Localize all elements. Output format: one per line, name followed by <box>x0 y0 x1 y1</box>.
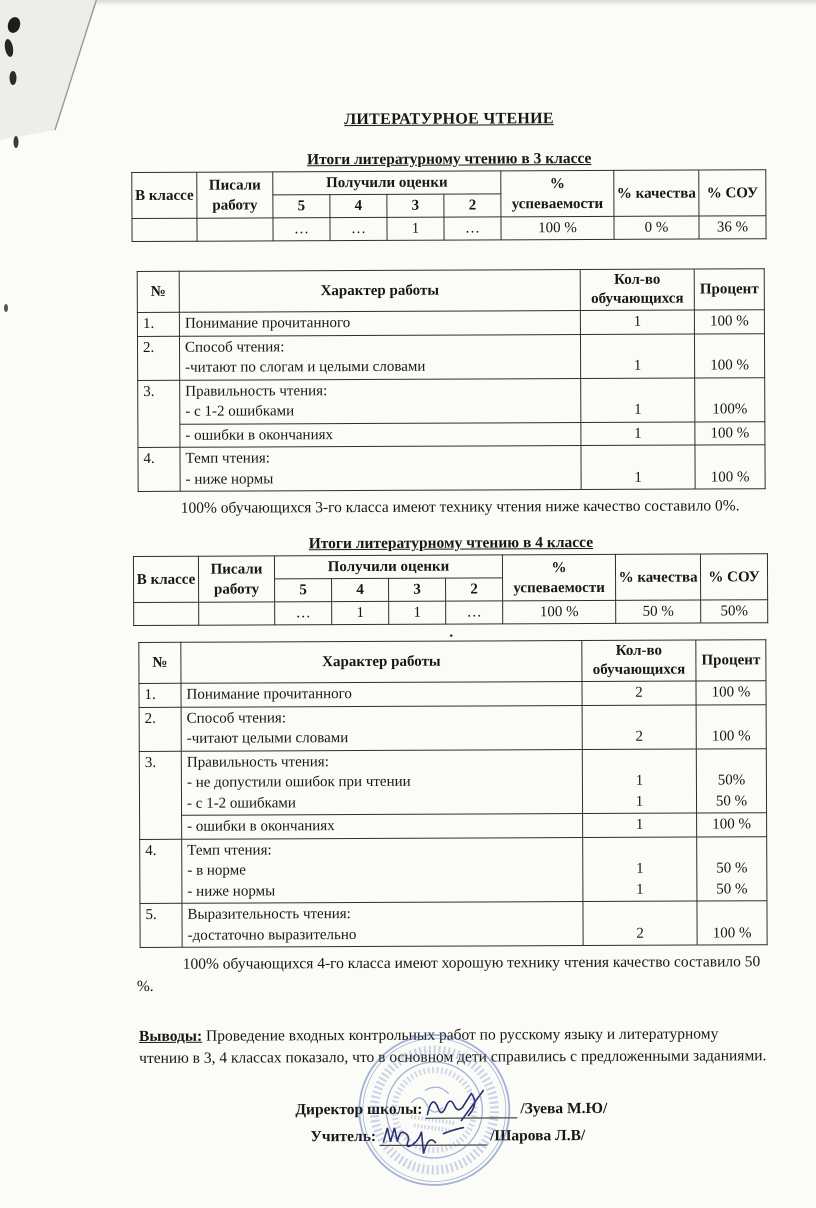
cell-count: 1 1 <box>582 749 696 814</box>
col-header-in-class: В классе <box>133 556 198 602</box>
cell-number: 2. <box>137 336 179 380</box>
table-row <box>137 310 764 336</box>
cell-percent: 50 % 50 % <box>697 836 767 901</box>
cell-percent: 100 % <box>694 310 764 334</box>
work-header-row <box>137 269 764 313</box>
cell-percent: 100% <box>695 377 765 421</box>
class4-summary-table <box>133 553 768 626</box>
col-header-character: Характер работы <box>181 641 582 684</box>
class3-results-heading: Итоги литературному чтению в 3 классе <box>306 149 592 169</box>
cell-in-class <box>134 602 199 625</box>
cell-percent: 100 % <box>696 704 766 748</box>
class3-note: 100% обучающихся 3-го класса имеют технику чтения ниже качество составило 0%. <box>180 497 740 517</box>
cell-number: 1. <box>139 683 181 707</box>
cell-count: 2 <box>583 901 697 945</box>
separator-dot: . <box>449 624 454 641</box>
col-header-quality: % качества <box>615 554 700 600</box>
col-header-in-class: В классе <box>132 172 197 218</box>
director-signature-row <box>295 1093 771 1119</box>
cell-number: 2. <box>139 707 181 751</box>
cell-sou: 36 % <box>699 216 766 239</box>
document-page <box>131 109 772 1150</box>
col-header-grade-5: 5 <box>275 579 332 602</box>
cell-percent: 100 % <box>697 813 767 837</box>
cell-number: 3. <box>139 751 181 839</box>
cell-count: 1 <box>581 422 695 446</box>
cell-number: 4. <box>138 447 180 491</box>
scan-corner-artifact <box>0 0 150 330</box>
cell-character: Способ чтения: -читают целыми словами <box>181 705 582 751</box>
col-header-grades-group: Получили оценки <box>274 555 502 579</box>
class4-note: 100% обучающихся 4-го класса имеют хорошую технику чтения качество составило 50 %. <box>136 953 761 995</box>
conclusion-paragraph <box>139 1023 767 1070</box>
teacher-label: Учитель: <box>310 1127 377 1146</box>
cell-character: - ошибки в окончаниях <box>180 422 581 447</box>
col-header-progress: % успеваемости <box>501 170 614 216</box>
cell-progress: 100 % <box>501 216 614 239</box>
director-name: /Зуева М.Ю/ <box>520 1099 608 1118</box>
cell-sou: 50% <box>701 600 768 623</box>
conclusion-text: Проведение входных контрольных работ по русскому языку и литературному чтению в 3, 4 классах показало, что в основном дети справились с предложенными заданиями. <box>139 1025 767 1067</box>
col-header-wrote: Писали работу <box>197 172 273 218</box>
cell-count: 2 <box>582 681 696 705</box>
document-title: ЛИТЕРАТУРНОЕ ЧТЕНИЕ <box>344 110 554 129</box>
table-row <box>138 421 765 447</box>
cell-quality: 0 % <box>614 216 699 239</box>
summary-data-row <box>134 600 768 626</box>
cell-number: 3. <box>138 380 180 448</box>
cell-character: Правильность чтения: - не допустили ошибок при чтении - с 1-2 ошибками <box>181 749 582 815</box>
cell-grade-4: 1 <box>332 601 389 624</box>
table-row <box>138 377 765 424</box>
summary-header-row <box>133 554 767 580</box>
cell-count: 1 1 <box>583 837 697 902</box>
cell-count: 2 <box>582 705 696 749</box>
cell-count: 1 <box>581 378 695 422</box>
col-header-progress: % успеваемости <box>502 554 615 600</box>
cell-number: 5. <box>140 903 182 947</box>
scan-smudge <box>6 16 22 35</box>
col-header-grade-2: 2 <box>446 578 503 601</box>
class4-work-table <box>138 639 767 948</box>
cell-percent: 100 % <box>696 681 766 705</box>
cell-wrote <box>197 218 273 241</box>
cell-quality: 50 % <box>616 600 701 623</box>
col-header-sou: % СОУ <box>700 554 767 600</box>
cell-wrote <box>199 602 275 625</box>
cell-character: Способ чтения: -читают по слогам и целыми словами <box>179 334 580 380</box>
cell-percent: 50% 50 % <box>696 748 766 813</box>
cell-character: Выразительность чтения: -достаточно выразительно <box>182 902 583 948</box>
col-header-quality: % качества <box>614 170 699 216</box>
class3-summary-table <box>131 169 766 242</box>
cell-count: 1 <box>583 813 697 837</box>
cell-number: 1. <box>137 312 179 336</box>
cell-grade-2: … <box>444 217 501 240</box>
col-header-percent: Процент <box>696 640 766 681</box>
summary-header-row <box>132 170 766 196</box>
signatures-block <box>295 1093 771 1146</box>
col-header-percent: Процент <box>694 269 764 310</box>
col-header-count: Кол-во обучающихся <box>580 269 694 310</box>
class4-results-heading: Итоги литературному чтению в 4 классе <box>308 533 594 553</box>
teacher-signature-stroke <box>375 1115 487 1149</box>
work-header-row <box>139 640 766 684</box>
cell-character: Правильность чтения: - с 1-2 ошибками <box>180 378 581 424</box>
col-header-grade-5: 5 <box>273 195 330 218</box>
col-header-grade-4: 4 <box>332 578 389 601</box>
cell-grade-3: 1 <box>387 217 444 240</box>
table-row <box>139 704 766 751</box>
col-header-grade-3: 3 <box>389 578 446 601</box>
cell-count: 1 <box>581 445 695 489</box>
col-header-number: № <box>137 271 179 312</box>
cell-grade-5: … <box>273 218 330 241</box>
col-header-wrote: Писали работу <box>198 556 274 602</box>
col-header-character: Характер работы <box>179 270 580 313</box>
cell-percent: 100 % <box>695 445 765 489</box>
conclusion-label: Выводы: <box>138 1027 203 1045</box>
col-header-grade-4: 4 <box>330 194 387 217</box>
cell-grade-5: … <box>275 602 332 625</box>
col-header-grade-2: 2 <box>444 194 501 217</box>
cell-character: Понимание прочитанного <box>179 311 580 336</box>
teacher-name: /Шарова Л.В/ <box>490 1127 586 1145</box>
table-row <box>139 681 766 707</box>
cell-character: Темп чтения: - в норме - ниже нормы <box>182 837 583 903</box>
teacher-signature-line <box>379 1125 487 1145</box>
director-label: Директор школы: <box>295 1100 423 1119</box>
cell-percent: 100 % <box>697 901 767 945</box>
cell-count: 1 <box>580 310 694 334</box>
cell-number: 4. <box>140 839 182 904</box>
cell-percent: 100 % <box>694 333 764 377</box>
table-row <box>140 836 767 903</box>
cell-character: Понимание прочитанного <box>181 682 582 707</box>
col-header-sou: % СОУ <box>699 170 766 216</box>
col-header-number: № <box>139 642 181 683</box>
cell-in-class <box>132 218 197 241</box>
cell-grade-3: 1 <box>389 601 446 624</box>
teacher-signature-row <box>310 1120 771 1146</box>
col-header-count: Кол-во обучающихся <box>582 640 696 681</box>
table-row <box>137 333 764 380</box>
cell-character: Темп чтения: - ниже нормы <box>180 446 581 492</box>
table-row <box>139 748 766 815</box>
cell-grade-2: … <box>446 601 503 624</box>
cell-percent: 100 % <box>695 421 765 445</box>
table-row <box>138 445 765 492</box>
cell-grade-4: … <box>330 217 387 240</box>
table-row <box>140 901 767 948</box>
col-header-grades-group: Получили оценки <box>273 171 501 195</box>
summary-data-row <box>132 216 766 242</box>
col-header-grade-3: 3 <box>387 194 444 217</box>
cell-count: 1 <box>580 334 694 378</box>
cell-character: - ошибки в окончаниях <box>182 814 583 839</box>
cell-progress: 100 % <box>503 600 616 623</box>
table-row <box>140 813 767 839</box>
class3-work-table <box>137 268 766 492</box>
